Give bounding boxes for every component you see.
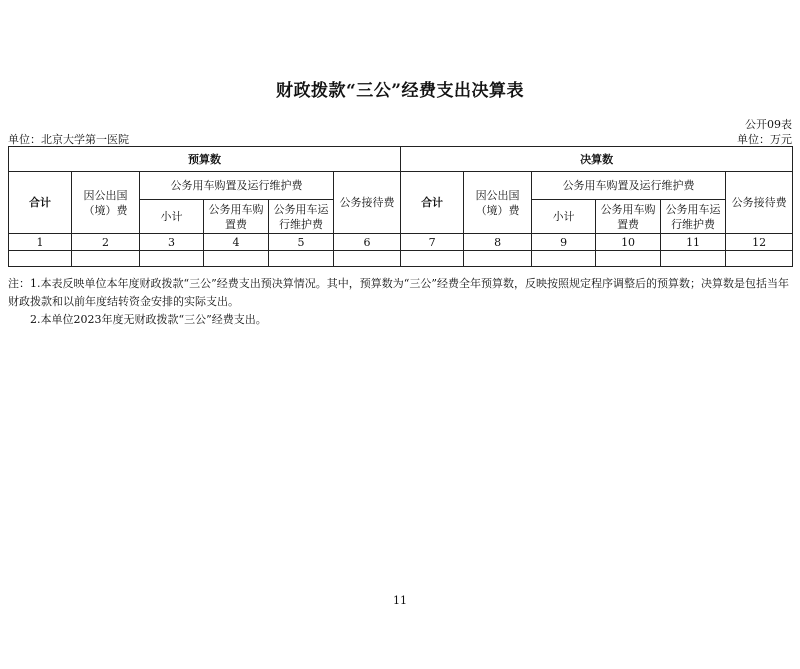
data-cell: [401, 251, 464, 267]
col-number: 3: [140, 234, 204, 251]
data-cell: [596, 251, 661, 267]
data-cell: [269, 251, 334, 267]
budget-vehicle-group-header: 公务用车购置及运行维护费: [140, 172, 334, 200]
page-number: 11: [393, 594, 407, 607]
data-cell: [204, 251, 269, 267]
data-cell: [72, 251, 140, 267]
col-number: 4: [204, 234, 269, 251]
final-header: 决算数: [401, 147, 793, 172]
budget-reception-header: 公务接待费: [334, 172, 401, 234]
final-vehicle-purchase-header: 公务用车购置费: [596, 200, 661, 234]
final-abroad-header: 因公出国（境）费: [464, 172, 532, 234]
budget-header: 预算数: [9, 147, 401, 172]
form-number: 公开09表: [745, 118, 792, 131]
col-number: 2: [72, 234, 140, 251]
col-number: 11: [661, 234, 726, 251]
final-reception-header: 公务接待费: [726, 172, 793, 234]
final-total-header: 合计: [401, 172, 464, 234]
document-title: 财政拨款“三公”经费支出决算表: [275, 81, 525, 101]
note-line-2: 2.本单位2023年度无财政拨款“三公”经费支出。: [30, 313, 267, 326]
budget-total-header: 合计: [9, 172, 72, 234]
data-cell: [334, 251, 401, 267]
col-number: 1: [9, 234, 72, 251]
data-cell: [9, 251, 72, 267]
data-cell: [464, 251, 532, 267]
data-cell: [661, 251, 726, 267]
budget-subtotal-header: 小计: [140, 200, 204, 234]
data-cell: [532, 251, 596, 267]
col-number: 7: [401, 234, 464, 251]
col-number: 8: [464, 234, 532, 251]
col-number: 6: [334, 234, 401, 251]
col-number: 5: [269, 234, 334, 251]
three-public-expenses-table: [8, 146, 793, 267]
budget-abroad-header: 因公出国（境）费: [72, 172, 140, 234]
col-number: 10: [596, 234, 661, 251]
final-vehicle-group-header: 公务用车购置及运行维护费: [532, 172, 726, 200]
budget-vehicle-purchase-header: 公务用车购置费: [204, 200, 269, 234]
reporting-unit: 单位：北京大学第一医院: [8, 133, 129, 146]
currency-unit: 单位：万元: [737, 133, 792, 146]
data-cell: [140, 251, 204, 267]
note-line-1: 注：1.本表反映单位本年度财政拨款“三公”经费支出预决算情况。其中，预算数为“三公”经费全年预算数，反映按照规定程序调整后的预算数；决算数是包括当年财政拨款和以前年度结转资金安排的实际支出。: [8, 277, 789, 308]
col-number: 9: [532, 234, 596, 251]
budget-vehicle-maint-header: 公务用车运行维护费: [269, 200, 334, 234]
notes: [8, 275, 792, 329]
final-subtotal-header: 小计: [532, 200, 596, 234]
data-cell: [726, 251, 793, 267]
final-vehicle-maint-header: 公务用车运行维护费: [661, 200, 726, 234]
col-number: 12: [726, 234, 793, 251]
